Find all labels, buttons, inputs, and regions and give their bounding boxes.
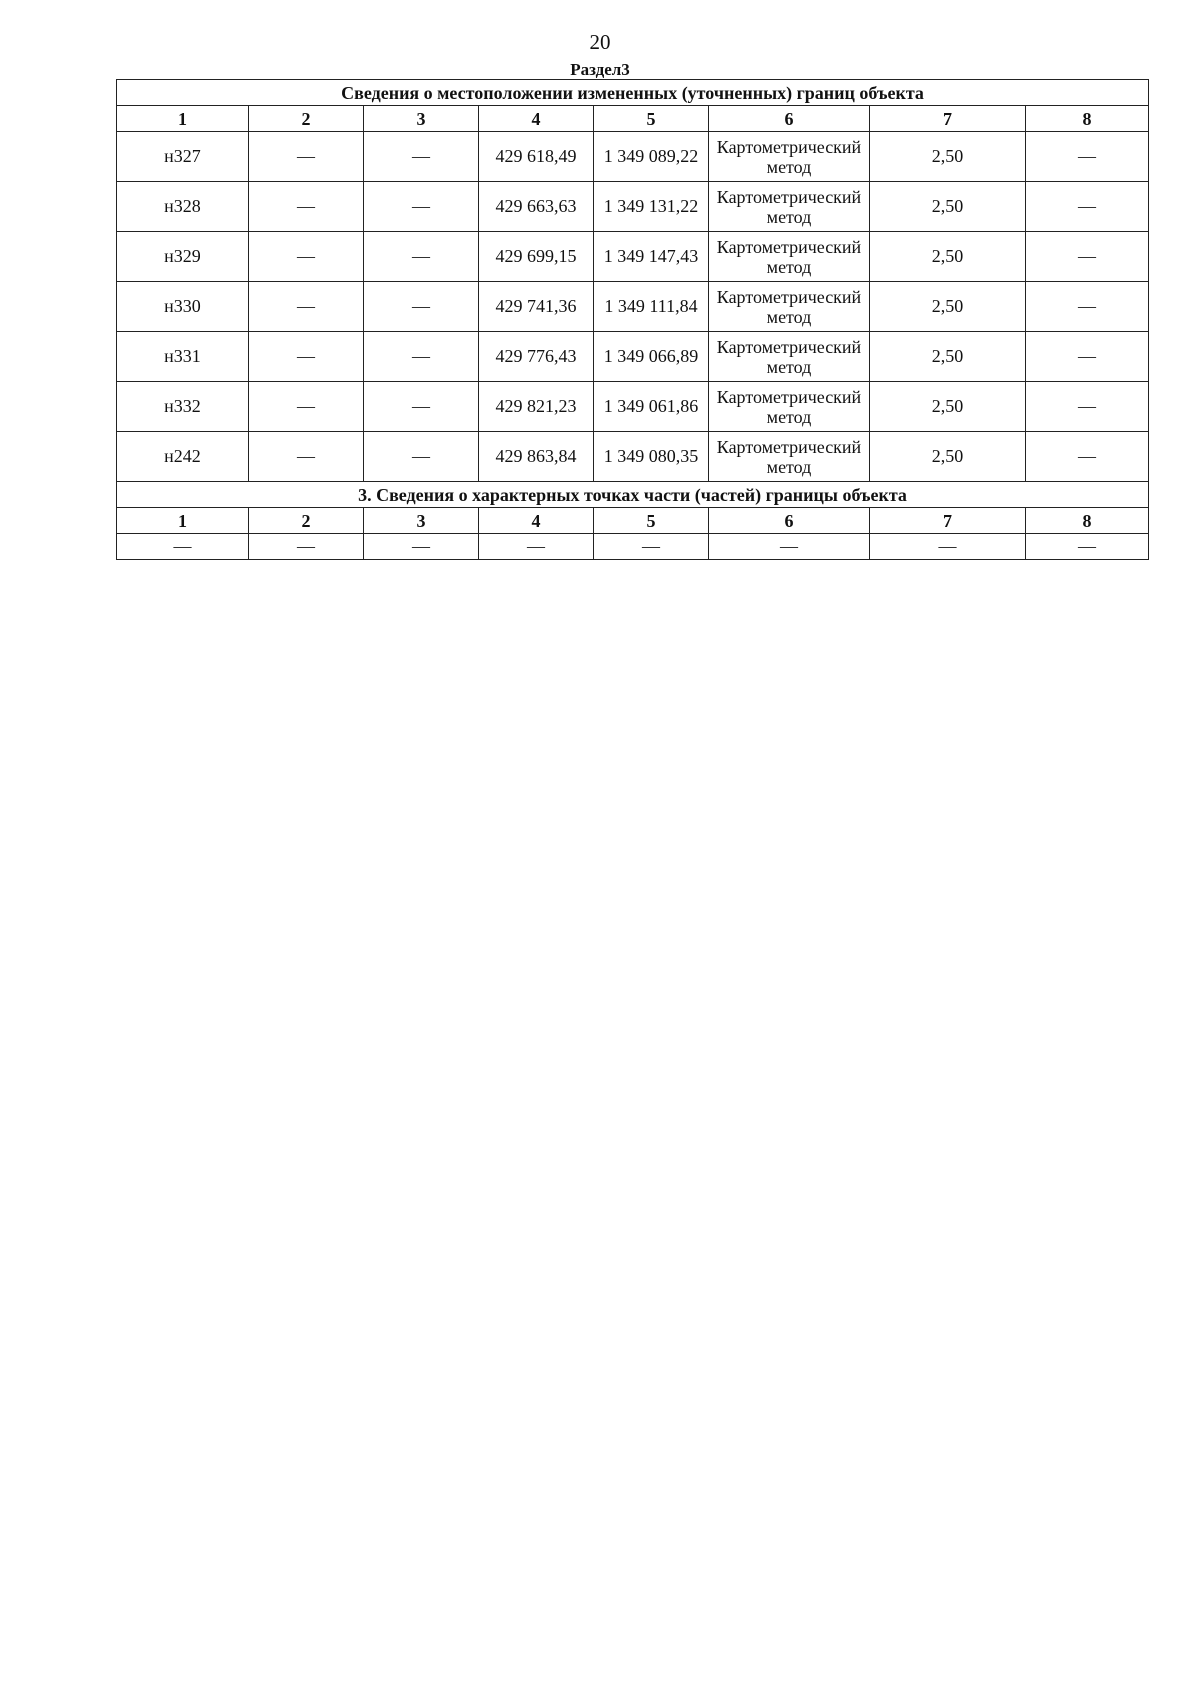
table-cell-3: — bbox=[364, 182, 479, 232]
table-cell-5: 1 349 089,22 bbox=[594, 132, 709, 182]
column-header-8: 8 bbox=[1026, 106, 1149, 132]
table-row bbox=[117, 382, 1149, 432]
table-cell-5: 1 349 131,22 bbox=[594, 182, 709, 232]
table-cell-6: Картометрический метод bbox=[709, 182, 870, 232]
table-cell-6: Картометрический метод bbox=[709, 132, 870, 182]
table-cell-6: Картометрический метод bbox=[709, 232, 870, 282]
table-row bbox=[117, 182, 1149, 232]
column-header-2: 2 bbox=[249, 508, 364, 534]
table1-caption: Сведения о местоположении измененных (уточненных) границ объекта bbox=[117, 80, 1149, 106]
table1-header-row bbox=[117, 106, 1149, 132]
table-row bbox=[117, 282, 1149, 332]
column-header-5: 5 bbox=[594, 106, 709, 132]
table-cell-6: Картометрический метод bbox=[709, 282, 870, 332]
table-cell-5: 1 349 080,35 bbox=[594, 432, 709, 482]
column-header-3: 3 bbox=[364, 508, 479, 534]
table-cell-2: — bbox=[249, 282, 364, 332]
table-cell-7: — bbox=[870, 534, 1026, 560]
table-cell-5: 1 349 147,43 bbox=[594, 232, 709, 282]
column-header-8: 8 bbox=[1026, 508, 1149, 534]
table-cell-3: — bbox=[364, 382, 479, 432]
section-title: Раздел3 bbox=[570, 60, 630, 79]
table-cell-7: 2,50 bbox=[870, 182, 1026, 232]
table-cell-1: н329 bbox=[117, 232, 249, 282]
table-cell-5: 1 349 111,84 bbox=[594, 282, 709, 332]
table-cell-5: — bbox=[594, 534, 709, 560]
table-cell-4: 429 699,15 bbox=[479, 232, 594, 282]
table-cell-8: — bbox=[1026, 132, 1149, 182]
table-cell-1: н332 bbox=[117, 382, 249, 432]
table-cell-7: 2,50 bbox=[870, 132, 1026, 182]
table-cell-2: — bbox=[249, 534, 364, 560]
table-cell-1: н242 bbox=[117, 432, 249, 482]
table-cell-3: — bbox=[364, 132, 479, 182]
table-cell-5: 1 349 066,89 bbox=[594, 332, 709, 382]
table-row bbox=[117, 332, 1149, 382]
table-cell-7: 2,50 bbox=[870, 232, 1026, 282]
table-cell-6: Картометрический метод bbox=[709, 332, 870, 382]
column-header-1: 1 bbox=[117, 508, 249, 534]
table-cell-4: 429 863,84 bbox=[479, 432, 594, 482]
page-number: 20 bbox=[589, 30, 611, 54]
table-cell-4: 429 618,49 bbox=[479, 132, 594, 182]
table-cell-1: н328 bbox=[117, 182, 249, 232]
table-cell-7: 2,50 bbox=[870, 382, 1026, 432]
table-cell-8: — bbox=[1026, 182, 1149, 232]
table-row bbox=[117, 132, 1149, 182]
column-header-3: 3 bbox=[364, 106, 479, 132]
table-cell-4: 429 776,43 bbox=[479, 332, 594, 382]
table-cell-3: — bbox=[364, 534, 479, 560]
column-header-6: 6 bbox=[709, 106, 870, 132]
table-cell-4: — bbox=[479, 534, 594, 560]
table2-caption: 3. Сведения о характерных точках части (частей) границы объекта bbox=[117, 482, 1149, 508]
table-cell-6: Картометрический метод bbox=[709, 382, 870, 432]
table-cell-4: 429 741,36 bbox=[479, 282, 594, 332]
table-row bbox=[117, 432, 1149, 482]
table-cell-2: — bbox=[249, 182, 364, 232]
table-cell-8: — bbox=[1026, 332, 1149, 382]
table-cell-2: — bbox=[249, 132, 364, 182]
table-row bbox=[117, 534, 1149, 560]
column-header-4: 4 bbox=[479, 508, 594, 534]
column-header-6: 6 bbox=[709, 508, 870, 534]
column-header-5: 5 bbox=[594, 508, 709, 534]
table-cell-7: 2,50 bbox=[870, 282, 1026, 332]
table-cell-1: н330 bbox=[117, 282, 249, 332]
table-cell-4: 429 663,63 bbox=[479, 182, 594, 232]
table-cell-6: — bbox=[709, 534, 870, 560]
column-header-4: 4 bbox=[479, 106, 594, 132]
table-cell-8: — bbox=[1026, 382, 1149, 432]
table-cell-5: 1 349 061,86 bbox=[594, 382, 709, 432]
table-cell-1: — bbox=[117, 534, 249, 560]
column-header-1: 1 bbox=[117, 106, 249, 132]
table-cell-2: — bbox=[249, 232, 364, 282]
table-row bbox=[117, 232, 1149, 282]
table-cell-2: — bbox=[249, 332, 364, 382]
column-header-7: 7 bbox=[870, 508, 1026, 534]
table-cell-3: — bbox=[364, 232, 479, 282]
column-header-7: 7 bbox=[870, 106, 1026, 132]
table-cell-1: н331 bbox=[117, 332, 249, 382]
table-cell-2: — bbox=[249, 382, 364, 432]
table-cell-7: 2,50 bbox=[870, 432, 1026, 482]
table-cell-2: — bbox=[249, 432, 364, 482]
table-cell-8: — bbox=[1026, 432, 1149, 482]
table-cell-6: Картометрический метод bbox=[709, 432, 870, 482]
table-cell-8: — bbox=[1026, 232, 1149, 282]
table-cell-1: н327 bbox=[117, 132, 249, 182]
table-cell-3: — bbox=[364, 332, 479, 382]
table-cell-4: 429 821,23 bbox=[479, 382, 594, 432]
table-cell-3: — bbox=[364, 432, 479, 482]
table-cell-8: — bbox=[1026, 534, 1149, 560]
table-cell-8: — bbox=[1026, 282, 1149, 332]
table2-header-row bbox=[117, 508, 1149, 534]
table-cell-3: — bbox=[364, 282, 479, 332]
table-cell-7: 2,50 bbox=[870, 332, 1026, 382]
column-header-2: 2 bbox=[249, 106, 364, 132]
boundary-points-table bbox=[116, 79, 1149, 560]
